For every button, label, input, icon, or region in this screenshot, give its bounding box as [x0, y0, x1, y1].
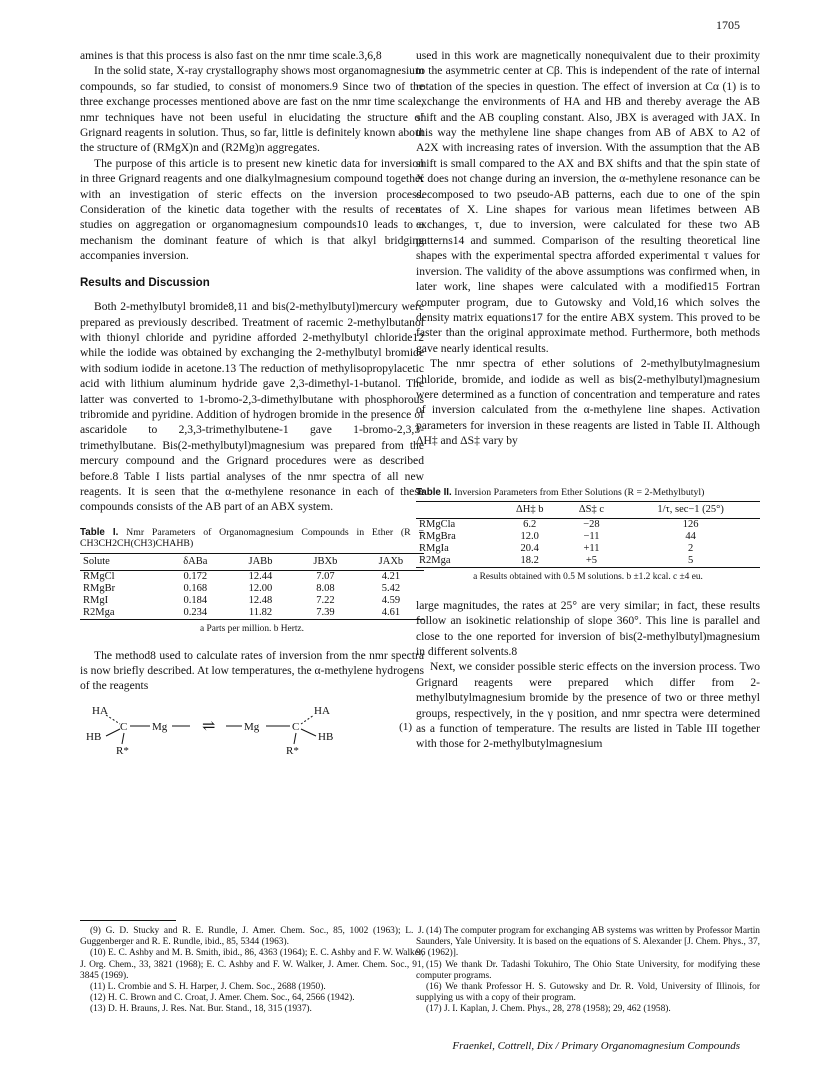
table-cell: 11.82: [248, 606, 273, 618]
right-column: [416, 48, 760, 752]
table-row: [416, 555, 760, 568]
reference: (17) J. I. Kaplan, J. Chem. Phys., 28, 278 (1958); 29, 462 (1958).: [426, 1004, 671, 1015]
table-cell: 12.44: [248, 570, 273, 582]
table-header-row: [80, 553, 424, 570]
eq-bond: [301, 715, 314, 724]
section-heading: Results and Discussion: [80, 276, 210, 289]
table-row: [80, 595, 424, 607]
paragraph: In the solid state, X-ray crystallography shows most organomagnesium compounds, so far studied, to consist of monomers.9 Since two of the three exchange processes mentioned above are fast on the nmr time scale, nmr techniques have not been useful in elucidating the structure of Grignard reagents in solution. Thus, so far, little is definitely known about the structure of (RMgX)n and (R2Mg)n aggregates.: [80, 64, 424, 155]
table-row: [80, 583, 424, 595]
reference: (10) E. C. Ashby and M. B. Smith, ibid., 86, 4363 (1964); E. C. Ashby and F. W. Walker, J. Org. Chem., 33, 3821 (1968); E. C. Ashby and F. W. Walker, J. Amer. Chem. Soc., 91, 3845 (1969).: [80, 948, 424, 981]
eq-left-hb: HB: [86, 730, 102, 743]
eq-arrow: ⇌: [202, 717, 216, 735]
table-cell: 20.4: [520, 543, 539, 555]
paragraph: The method8 used to calculate rates of inversion from the nmr spectra is now briefly described. At low temperatures, the α-methylene hydrogens of the reagents: [80, 648, 424, 693]
paragraph: large magnitudes, the rates at 25° are very similar; in fact, these results follow an isokinetic relationship of slope 360°. This line is parallel and close to the one reported for inversion of bis(2-methylbutyl)magnesium in different solvents.8: [416, 598, 760, 658]
paragraph: amines is that this process is also fast on the nmr time scale.3,6,8: [80, 49, 382, 62]
eq-bond: [294, 733, 296, 744]
table-1: [80, 553, 424, 620]
table-cell: 5: [688, 555, 694, 567]
eq-right-ha: HA: [314, 704, 330, 717]
table-header-cell: [416, 502, 498, 519]
table-cell: RMgBr: [83, 582, 116, 594]
table-cell: 6.2: [523, 519, 537, 531]
eq-bond: [301, 729, 316, 736]
table-header-cell: 1/τ, sec−1 (25°): [657, 504, 724, 516]
table-cell: 0.234: [183, 606, 208, 618]
eq-right-mg: Mg: [244, 720, 260, 733]
table-cell: 0.168: [183, 582, 208, 594]
table-header-cell: ΔH‡ b: [515, 504, 544, 516]
table-cell: RMgCl: [83, 570, 115, 582]
table-cell: 0.184: [183, 594, 208, 606]
paragraph: used in this work are magnetically nonequivalent due to their proximity to the asymmetric center at Cβ. This is independent of the rate of internal rotation of the species in question. The effect of inversion at Cα (1) is to exchange the environments of HA and HB and thereby average the AB shift and the AB coupling constant. Also, JBX is averaged with JAX. In this way the methylene line shape changes from AB of ABX to A2 of A2X with increasing rates of inversion. With the assumption that the AB shift is small compared to the AX and BX shifts and that the spin state of X does not change during an inversion, the α-methylene resonance can be decomposed to two pseudo-AB patterns, each due to one of the spin states of X. Line shapes for various mean lifetimes between AB exchanges, τ, due to inversion, were calculated for these two AB patterns14 and summed. Comparison of the resulting theoretical line shapes with the experimental spectra afforded experimental τ values for inversion. The validity of the above assumptions was confirmed when, in later work, line shapes were calculated with a modified15 Fortran computer program, due to Gutowsky and Vold,16 which solves the density matrix equations17 for the entire ABX system. This proved to be faster than the original approximate method. Furthermore, both methods gave nearly identical results.: [416, 49, 760, 355]
table-2: [416, 501, 760, 568]
table-cell: 12.00: [248, 582, 273, 594]
table-cell: 0.172: [183, 570, 208, 582]
table-cell: 4.61: [381, 606, 401, 618]
table-cell: 4.21: [381, 570, 401, 582]
table-header-cell: Solute: [83, 555, 110, 567]
page-number: 1705: [716, 18, 740, 32]
equation-number: (1): [399, 720, 412, 733]
references-right: [416, 926, 760, 1016]
table-cell: R2Mga: [83, 606, 115, 618]
left-column: [80, 48, 424, 768]
table-2-footnote: a Results obtained with 0.5 M solutions. b ±1.2 kcal. c ±4 eu.: [473, 572, 703, 583]
table-cell: +5: [585, 555, 598, 567]
table-row: [80, 570, 424, 583]
eq-right-c: C: [292, 720, 300, 733]
table-1-caption-text: Nmr Parameters of Organomagnesium Compounds in Ether (R = CH3CH2CH(CH3)CHAHB): [80, 526, 425, 550]
table-cell: 8.08: [316, 582, 335, 594]
table-cell: RMgBra: [419, 531, 456, 543]
table-cell: RMgCla: [419, 519, 456, 531]
eq-left-ha: HA: [92, 704, 108, 717]
reference: (12) H. C. Brown and C. Croat, J. Amer. Chem. Soc., 64, 2566 (1942).: [90, 993, 355, 1004]
table-header-cell: ΔS‡ c: [578, 504, 605, 516]
table-cell: 7.22: [316, 594, 335, 606]
table-1-label: Table I.: [80, 526, 119, 538]
reference: (13) D. H. Brauns, J. Res. Nat. Bur. Stand., 18, 315 (1937).: [90, 1004, 312, 1015]
reference: (14) The computer program for exchanging AB systems was written by Professor Martin Saunders, Yale University. It is based on the equations of S. Alexander [J. Chem. Phys., 37, 96 (1962)].: [416, 926, 760, 959]
equation-1: [80, 702, 424, 758]
footnote-rule: [80, 920, 176, 921]
table-cell: 7.07: [316, 570, 335, 582]
table-2-caption: [416, 487, 760, 499]
table-cell: +11: [583, 543, 600, 555]
eq-right-hb: HB: [318, 730, 334, 743]
table-2-caption-text: Inversion Parameters from Ether Solutions (R = 2-Methylbutyl): [454, 486, 705, 498]
paragraph: The purpose of this article is to present new kinetic data for inversion in three Grignard reagents and one dialkylmagnesium compound together with an investigation of steric effects on the inversion process. Consideration of the kinetic data together with the results of recent studies on aggregation or organomagnesium compounds10 leads to a mechanism the dominant feature of which is that alkyl bridging accompanies inversion.: [80, 156, 424, 263]
table-header-cell: JAXb: [378, 555, 404, 567]
eq-bond: [122, 733, 124, 744]
table-2-label: Table II.: [416, 486, 452, 498]
eq-left-mg: Mg: [152, 720, 168, 733]
references-left: [80, 926, 424, 1016]
table-cell: 2: [688, 543, 694, 555]
table-header-cell: JBXb: [313, 555, 338, 567]
table-cell: 7.39: [316, 606, 335, 618]
table-cell: 5.42: [381, 582, 401, 594]
table-row: [80, 607, 424, 620]
table-cell: 18.2: [520, 555, 539, 567]
table-1-footnote: a Parts per million. b Hertz.: [200, 623, 304, 634]
eq-bond: [106, 729, 120, 736]
table-cell: R2Mga: [419, 555, 451, 567]
table-cell: 126: [682, 519, 699, 531]
table-cell: RMgIa: [419, 543, 449, 555]
table-row: [416, 531, 760, 543]
table-cell: 4.59: [381, 594, 401, 606]
paragraph: The nmr spectra of ether solutions of 2-methylbutylmagnesium chloride, bromide, and iodide as well as bis(2-methylbutyl)magnesium were determined as a function of concentration and temperature and rates of inversion calculated from the α-methylene line shapes. Activation parameters for inversion in these reagents are listed in Table II. Although ΔH‡ and ΔS‡ vary by: [416, 357, 760, 448]
eq-right-r: R*: [286, 744, 299, 757]
table-header-row: [416, 502, 760, 519]
table-1-caption: [80, 527, 424, 550]
table-cell: 12.0: [520, 531, 539, 543]
reference: (16) We thank Professor H. S. Gutowsky and Dr. R. Vold, University of Illinois, for supplying us with a copy of their program.: [416, 982, 760, 1004]
eq-left-r: R*: [116, 744, 129, 757]
table-cell: 12.48: [248, 594, 273, 606]
table-header-cell: δABa: [183, 555, 208, 567]
table-cell: −28: [583, 519, 600, 531]
reference: (11) L. Crombie and S. H. Harper, J. Chem. Soc., 2688 (1950).: [90, 982, 326, 993]
paragraph: Next, we consider possible steric effects on the inversion process. Two Grignard reagents were prepared which differ from 2-methylbutylmagnesium bromide by the presence of two or three methyl groups, respectively, in the γ position, and nmr spectra were determined as a function of temperature. The results are listed in Table III together with those for 2-methylbutylmagnesium: [416, 660, 760, 751]
table-cell: RMgI: [83, 594, 109, 606]
reference: (9) G. D. Stucky and R. E. Rundle, J. Amer. Chem. Soc., 85, 1002 (1963); L. J. Guggenberger and R. E. Rundle, ibid., 85, 5344 (1963).: [80, 926, 424, 948]
inversion-equation-diagram: [86, 702, 386, 758]
table-row: [416, 543, 760, 555]
eq-left-c: C: [120, 720, 128, 733]
table-row: [416, 519, 760, 532]
table-header-cell: JABb: [248, 555, 273, 567]
running-footer: Fraenkel, Cottrell, Dix / Primary Organomagnesium Compounds: [452, 1040, 740, 1052]
table-cell: 44: [685, 531, 696, 543]
eq-bond: [106, 715, 120, 724]
paragraph: Both 2-methylbutyl bromide8,11 and bis(2-methylbutyl)mercury were prepared as previously described. Treatment of racemic 2-methylbutanol with thionyl chloride and pyridine afforded 2-methylbutyl chloride12 while the iodide was obtained by exchanging the 2-methylbutyl bromide with sodium iodide in acetone.13 The reduction of methylisopropylacetic acid with lithium aluminum hydride gave 2,3-dimethyl-1-butanol. The latter was converted to 1-bromo-2,3-dimethylbutane with phosphorous tribromide and pyridine. Addition of hydrogen bromide in the presence of ascaridole to 2,3,3-trimethylbutene-1 gave 1-bromo-2,3,3-trimethylbutane. Bis(2-methylbutyl)magnesium was prepared from the mercury compound and the Grignard procedures were as described before.8 Table I lists partial analyses of the nmr spectra of all new reagents. It is seen that the α-methylene resonance in each of these compounds consists of the AB part of an ABX system.: [80, 300, 424, 514]
reference: (15) We thank Dr. Tadashi Tokuhiro, The Ohio State University, for modifying these computer programs.: [416, 959, 760, 981]
table-cell: −11: [583, 531, 600, 543]
